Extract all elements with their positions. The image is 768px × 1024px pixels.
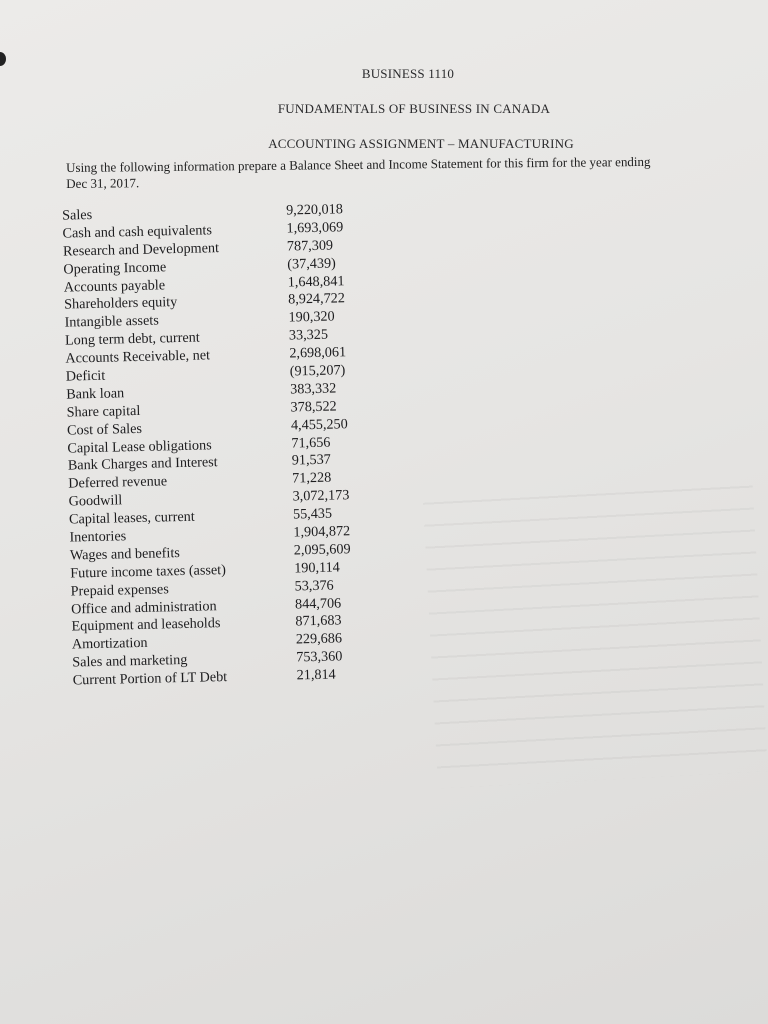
item-value: 753,360 bbox=[296, 648, 343, 666]
item-value: (915,207) bbox=[289, 362, 346, 380]
item-value: 4,455,250 bbox=[290, 415, 348, 434]
item-value: 190,320 bbox=[288, 308, 335, 326]
item-label: Sales bbox=[61, 206, 93, 224]
item-label: Share capital bbox=[66, 402, 141, 421]
item-value: 3,072,173 bbox=[292, 487, 350, 505]
item-label: Sales and marketing bbox=[72, 652, 188, 671]
item-value: 91,537 bbox=[291, 452, 331, 469]
item-label: Deferred revenue bbox=[68, 473, 168, 492]
item-label: Inentories bbox=[69, 528, 127, 546]
item-value: 21,814 bbox=[296, 666, 336, 684]
item-label: Office and administration bbox=[70, 597, 217, 618]
course-code: BUSINESS 1110 bbox=[361, 66, 455, 81]
item-label: Shareholders equity bbox=[64, 294, 178, 314]
item-value: 33,325 bbox=[288, 326, 329, 344]
item-value: 8,924,722 bbox=[287, 290, 346, 308]
item-label: Deficit bbox=[65, 367, 106, 385]
item-value: 844,706 bbox=[294, 595, 342, 613]
item-value: 787,309 bbox=[286, 237, 334, 255]
item-label: Capital leases, current bbox=[68, 508, 195, 528]
item-label: Prepaid expenses bbox=[70, 581, 169, 600]
item-label: Research and Development bbox=[62, 239, 220, 260]
item-value: 1,648,841 bbox=[287, 272, 345, 291]
item-value: 229,686 bbox=[295, 630, 343, 648]
course-title: FUNDAMENTALS OF BUSINESS IN CANADA bbox=[277, 101, 551, 116]
staple-hole-mark bbox=[0, 52, 6, 66]
item-label: Goodwill bbox=[68, 492, 123, 510]
item-label: Cash and cash equivalents bbox=[62, 222, 213, 242]
item-label: Bank Charges and Interest bbox=[67, 454, 218, 475]
item-value: 2,095,609 bbox=[293, 541, 351, 559]
item-value: 2,698,061 bbox=[289, 344, 347, 362]
item-label: Current Portion of LT Debt bbox=[72, 669, 228, 689]
financial-items-list bbox=[46, 198, 477, 690]
item-label: Equipment and leaseholds bbox=[71, 615, 221, 636]
instructions-line-1: Using the following information prepare a Balance Sheet and Income Statement for this firm for the year ending bbox=[66, 153, 651, 175]
item-label: Bank loan bbox=[66, 385, 125, 403]
item-value: (37,439) bbox=[287, 255, 336, 273]
item-value: 1,904,872 bbox=[293, 523, 351, 541]
item-label: Cost of Sales bbox=[66, 420, 143, 439]
item-value: 378,522 bbox=[290, 398, 337, 416]
item-value: 383,332 bbox=[289, 380, 337, 398]
item-value: 71,656 bbox=[291, 434, 331, 452]
item-value: 53,376 bbox=[294, 577, 334, 595]
item-label: Wages and benefits bbox=[69, 544, 180, 564]
assignment-title: ACCOUNTING ASSIGNMENT – MANUFACTURING bbox=[268, 136, 574, 151]
item-label: Operating Income bbox=[63, 258, 167, 278]
item-value: 190,114 bbox=[294, 559, 341, 577]
item-value: 71,228 bbox=[292, 469, 332, 487]
item-value: 9,220,018 bbox=[285, 201, 344, 219]
item-label: Amortization bbox=[71, 635, 148, 653]
item-label: Future income taxes (asset) bbox=[70, 561, 227, 582]
item-label: Long term debt, current bbox=[64, 329, 200, 349]
item-label: Capital Lease obligations bbox=[67, 436, 212, 457]
item-label: Accounts Receivable, net bbox=[65, 347, 211, 367]
item-value: 1,693,069 bbox=[286, 219, 344, 237]
instructions bbox=[66, 153, 766, 192]
item-label: Intangible assets bbox=[64, 312, 159, 331]
item-value: 55,435 bbox=[292, 505, 333, 523]
item-label: Accounts payable bbox=[63, 276, 166, 296]
item-value: 871,683 bbox=[295, 612, 342, 630]
instructions-line-2: Dec 31, 2017. bbox=[66, 175, 140, 191]
